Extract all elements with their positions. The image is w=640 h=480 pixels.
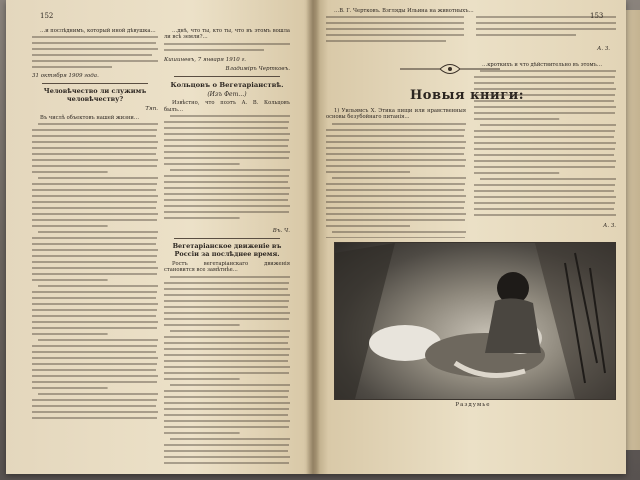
right-col2-text: …кроткихъ и что дѣйствительно въ этомъ… — [482, 62, 603, 68]
photo-illustration — [335, 243, 615, 399]
left-col2-signature: Владиміръ Чертковъ. — [225, 65, 290, 72]
right-top-signature: А. З. — [597, 46, 610, 52]
left-column-1 — [32, 28, 158, 468]
photo-caption: Раздумье — [455, 402, 491, 408]
article2-body: Извѣстно, что поэтъ А. В. Кольцовъ былъ… — [164, 100, 290, 113]
right-column-2 — [474, 62, 616, 238]
article2-signature: Въ. Ч. — [272, 227, 290, 234]
article3-title: Вегетаріанское движеніе въ Россіи за послѣднее время. — [172, 242, 282, 258]
text-lines-block — [164, 113, 290, 223]
right-top-paragraph: …В. Г. Чертковъ. Взгляды Ильина на животныхъ… — [334, 8, 474, 14]
right-page — [320, 0, 626, 474]
section-title: Новыя книги: — [410, 88, 525, 103]
left-column-2 — [164, 28, 290, 468]
divider — [42, 83, 148, 84]
text-lines-block — [326, 14, 616, 46]
magazine-spread — [6, 0, 626, 474]
left-col1-top-text: …и послѣднимъ, который иной дѣвушка… — [40, 28, 156, 34]
photograph-boy-with-animals — [334, 242, 616, 400]
left-col2-date: Кишиневъ, 7 января 1910 г. — [164, 57, 246, 64]
divider — [174, 238, 280, 239]
text-lines-block — [164, 274, 290, 468]
books-list-text: 1) Уильямсъ Х. Этика пищи или нравственныя основы безубойнаго питанія… — [326, 108, 466, 121]
article2-subtitle: (Изъ Фет…) — [207, 91, 247, 99]
right-page-number: 153 — [590, 12, 604, 20]
article1-author: Тяп. — [145, 106, 158, 113]
text-lines-block — [326, 121, 466, 238]
article3-body: Ростъ вегетаріанскаго движенія становится все замѣтнѣе… — [164, 261, 290, 274]
book-gutter — [306, 0, 320, 474]
left-col2-top-text: …днѣ, что ты, кто ты, что въ этомъ вошла ли всѣ земли?… — [164, 28, 290, 41]
left-page — [6, 0, 306, 474]
left-page-number: 152 — [40, 12, 54, 20]
right-col2-signature: А. З. — [603, 222, 616, 229]
article1-title: Человѣчество ли служимъ человѣчеству? — [43, 87, 147, 103]
text-lines-block — [474, 68, 616, 218]
divider — [174, 76, 280, 77]
right-column-1 — [326, 108, 466, 238]
article2-title: Кольцовъ о Вегетаріанствѣ. — [170, 81, 284, 90]
text-lines-block — [32, 34, 158, 68]
text-lines-block — [164, 41, 290, 53]
left-col1-date: 31 октября 1909 года. — [32, 72, 99, 79]
text-lines-block — [32, 121, 158, 421]
article1-body: Въ числѣ объектовъ нашей жизни… — [40, 114, 140, 121]
